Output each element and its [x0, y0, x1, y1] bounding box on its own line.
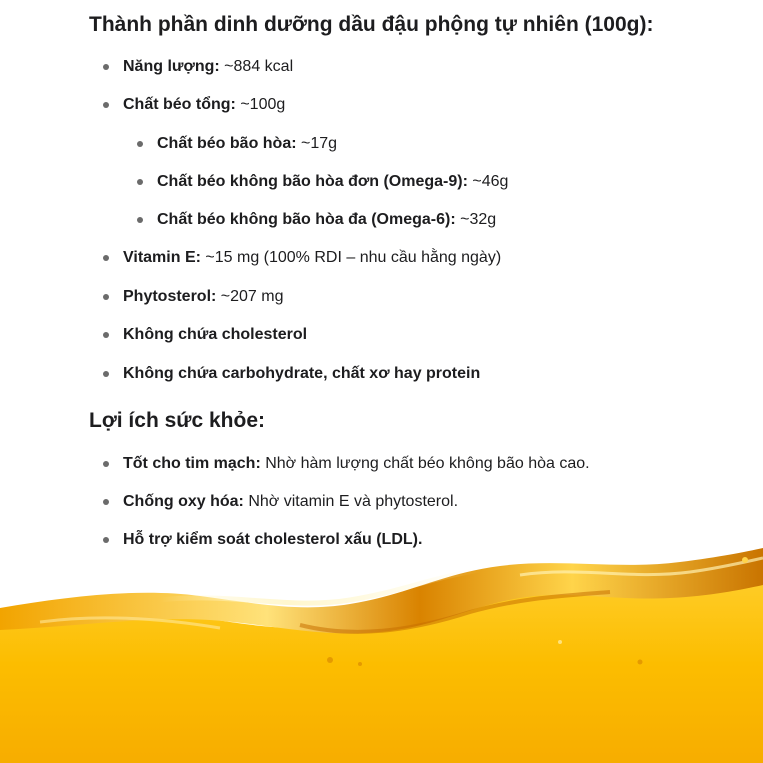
bullet-icon: [103, 255, 109, 261]
bullet-icon: [103, 537, 109, 543]
list-item-saturated-fat: [157, 134, 337, 154]
item-label: Chất béo bão hòa:: [157, 135, 297, 152]
list-item-mono-fat: [157, 172, 508, 192]
bullet-icon: [137, 217, 143, 223]
nutrition-heading: Thành phần dinh dưỡng dầu đậu phộng tự nhiên (100g):: [89, 13, 654, 36]
benefits-heading: Lợi ích sức khỏe:: [89, 409, 266, 432]
item-label: Chất béo không bão hòa đơn (Omega-9):: [157, 173, 468, 190]
item-label: Không chứa cholesterol: [123, 326, 308, 343]
item-value: ~32g: [455, 211, 497, 228]
item-value: ~100g: [235, 96, 286, 113]
bullet-icon: [103, 461, 109, 467]
bullet-icon: [103, 294, 109, 300]
item-value: ~46g: [467, 173, 509, 190]
bullet-icon: [137, 179, 143, 185]
bullet-icon: [103, 102, 109, 108]
list-item-antioxidant: [123, 492, 458, 512]
item-value: ~15 mg (100% RDI – nhu cầu hằng ngày): [200, 249, 502, 266]
list-item-total-fat: [123, 95, 285, 115]
item-value: ~17g: [296, 135, 338, 152]
bullet-icon: [103, 64, 109, 70]
item-label: Năng lượng:: [123, 58, 220, 75]
item-label: Phytosterol:: [123, 288, 217, 305]
item-label: Tốt cho tim mạch:: [123, 455, 261, 472]
list-item-phytosterol: [123, 287, 284, 307]
list-item-vitamin-e: [123, 248, 501, 268]
list-item-poly-fat: [157, 210, 496, 230]
list-item-energy: [123, 57, 293, 77]
bullet-icon: [103, 499, 109, 505]
list-item-ldl: [123, 530, 422, 550]
item-value: ~884 kcal: [219, 58, 294, 75]
list-item-no-cholesterol: [123, 325, 307, 345]
list-item-heart: [123, 454, 590, 474]
bullet-icon: [103, 332, 109, 338]
bullet-icon: [103, 371, 109, 377]
item-label: Vitamin E:: [123, 249, 201, 266]
item-value: Nhờ hàm lượng chất béo không bão hòa cao.: [260, 455, 590, 472]
item-label: Chống oxy hóa:: [123, 493, 244, 510]
bullet-icon: [137, 141, 143, 147]
item-label: Chất béo tổng:: [123, 96, 236, 113]
item-value: Nhờ vitamin E và phytosterol.: [243, 493, 459, 510]
item-value: ~207 mg: [216, 288, 284, 305]
item-label: Hỗ trợ kiểm soát cholesterol xấu (LDL).: [123, 531, 423, 548]
list-item-no-carbs: [123, 364, 480, 384]
item-label: Chất béo không bão hòa đa (Omega-6):: [157, 211, 456, 228]
item-label: Không chứa carbohydrate, chất xơ hay protein: [123, 365, 481, 382]
